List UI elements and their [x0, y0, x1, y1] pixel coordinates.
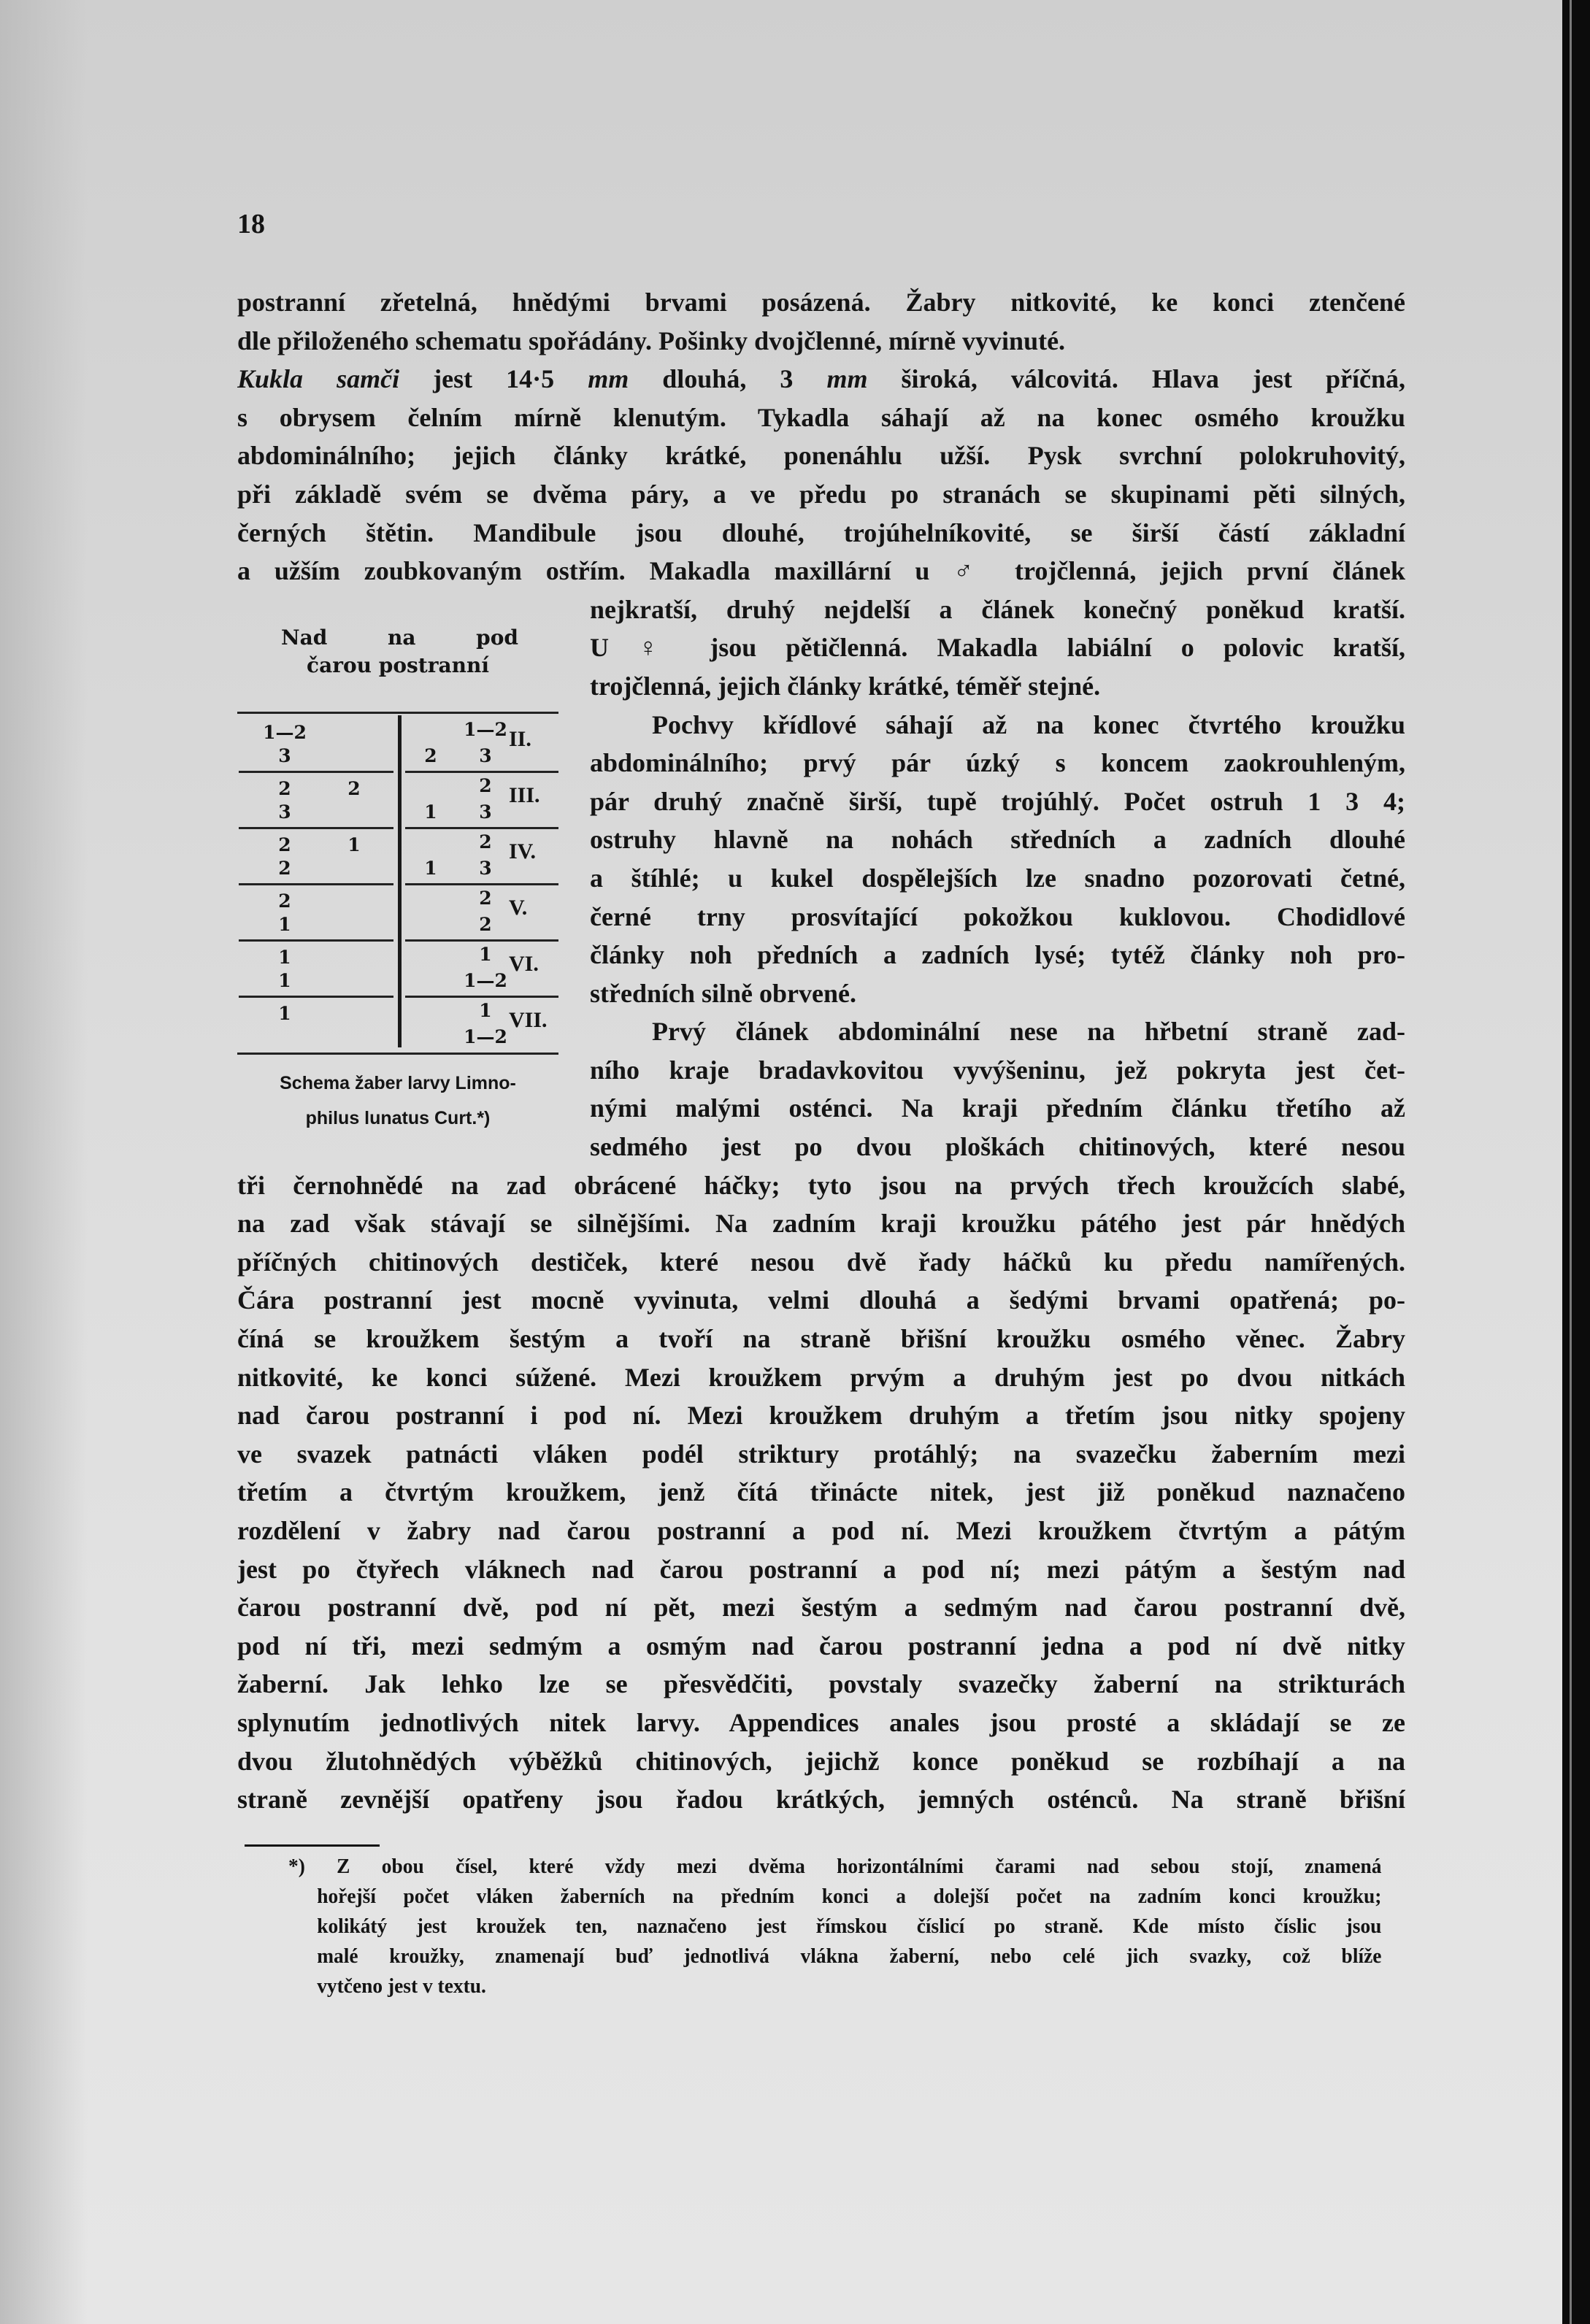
text-line: články noh předních a zadních lysé; tytéž články noh pro-: [590, 940, 1405, 970]
schema-caption: [237, 1066, 558, 1136]
schema-caption-line: philus lunatus Curt.*): [305, 1108, 491, 1128]
text-line: při základě svém se dvěma páry, a ve předu po stranách se skupinami pěti silných,: [237, 479, 1405, 509]
gill-schema-figure: [237, 624, 558, 1128]
schema-count-d-bottom: 2: [479, 914, 492, 935]
footnote-line: vytčeno jest v textu.: [317, 1975, 486, 1998]
text-line: postranní zřetelná, hnědými brvami posázená. Žabry nitkovité, ke konci ztenčené: [237, 288, 1405, 317]
text-line: třetím a čtvrtým kroužkem, jenž čítá třinácte nitek, jest již poněkud naznačeno: [237, 1477, 1405, 1507]
schema-caption-line: Schema žaber larvy Limno-: [280, 1073, 516, 1093]
text-line: sedmého jest po dvou ploškách chitinových, které nesou: [590, 1132, 1405, 1162]
scan-left-shadow: [0, 0, 88, 2324]
schema-count-d-top: 2: [479, 888, 492, 909]
text-line: nými malými osténci. Na kraji předním článku třetího až: [590, 1093, 1405, 1123]
schema-bottom-rule: [237, 1053, 558, 1055]
scan-edge-line: [1570, 0, 1572, 2324]
schema-count-c-bottom: 2: [424, 745, 437, 766]
schema-segment-numeral: IV.: [509, 839, 536, 863]
schema-count-a-bottom: 2: [278, 858, 291, 879]
schema-count-a-top: 1: [278, 1003, 291, 1024]
footnote-rule: [245, 1844, 380, 1847]
text-line: dle přiloženého schematu spořádány. Pošinky dvojčlenné, mírně vyvinuté.: [237, 326, 1066, 355]
schema-header-nad: Nad: [281, 626, 328, 650]
schema-count-d-top: 2: [479, 831, 492, 853]
footnote-line: hořejší počet vláken žaberních na předním konci a dolejší počet na zadním konci kroužku;: [317, 1885, 1382, 1908]
body-block-full-width-top: [237, 283, 1405, 590]
schema-count-a-top: 2: [278, 778, 291, 799]
schema-segment-numeral: VII.: [509, 1008, 548, 1032]
body-block-full-width-bottom: [237, 1166, 1405, 1819]
body-block-beside-schema: [590, 590, 1405, 1166]
text-segment: Kukla samči: [237, 364, 400, 394]
text-line: pod ní tři, mezi sedmým a osmým nad čarou postranní jedna a pod ní dvě nitky: [237, 1631, 1405, 1661]
schema-count-a-bottom: 1: [278, 970, 291, 991]
schema-count-d-top: 1: [479, 944, 492, 965]
text-line: nitkovité, ke konci súžené. Mezi kroužkem prvým a druhým jest po dvou nitkách: [237, 1362, 1405, 1392]
schema-count-d-bottom: 3: [479, 745, 492, 766]
text-line: Čára postranní jest mocně vyvinuta, velmi dlouhá a šedými brvami opatřená; po-: [237, 1285, 1405, 1315]
schema-count-c-bottom: 1: [424, 801, 437, 823]
schema-header-pod: pod: [476, 626, 518, 650]
text-line: splynutím jednotlivých nitek larvy. Appendices anales jsou prosté a skládají se ze: [237, 1707, 1405, 1737]
schema-count-b-top: 1: [347, 834, 361, 855]
schema-count-a-bottom: 3: [278, 745, 291, 766]
schema-count-d-top: 1: [479, 1000, 492, 1021]
text-line: pár druhý značně širší, tupě trojúhlý. Počet ostruh 1 3 4;: [590, 786, 1405, 816]
footnote-line: *) Z obou čísel, které vždy mezi dvěma horizontálními čarami nad sebou stojí, znamená: [288, 1855, 1382, 1878]
text-line: U ♀ jsou pětičlenná. Makadla labiální o polovic kratší,: [590, 633, 1405, 663]
text-line: ostruhy hlavně na nohách středních a zadních dlouhé: [590, 825, 1405, 855]
text-line: číná se kroužkem šestým a tvoří na straně břišní kroužku osmého věnec. Žabry: [237, 1324, 1405, 1354]
schema-count-d-bottom: 3: [479, 801, 492, 823]
schema-segment-numeral: V.: [509, 896, 528, 920]
scan-right-border: [1562, 0, 1590, 2324]
schema-count-d-bottom: 1—2: [464, 970, 507, 991]
schema-header: [237, 624, 558, 680]
text-segment: mm: [588, 364, 629, 394]
text-line: ve svazek patnácti vláken podél striktury protáhlý; na svazečku žaberním mezi: [237, 1439, 1405, 1469]
text-line: abdominálního; prvý pár úzký s koncem zaokrouhleným,: [590, 748, 1405, 778]
text-line: s obrysem čelním mírně klenutým. Tykadla sáhají až na konec osmého kroužku: [237, 402, 1405, 432]
schema-count-d-bottom: 1—2: [464, 1026, 507, 1047]
text-line: tři černohnědé na zad obrácené háčky; tyto jsou na prvých třech kroužcích slabé,: [237, 1170, 1405, 1200]
page-number: 18: [237, 209, 265, 239]
text-line: černých štětin. Mandibule jsou dlouhé, trojúhelníkovité, se širší částí základní: [237, 517, 1405, 547]
footnote: [288, 1852, 1381, 2001]
text-segment: mm: [826, 364, 868, 394]
text-line: příčných chitinových destiček, které nesou dvě řady háčků ku předu namířených.: [237, 1247, 1405, 1277]
text-segment: jest 14·5: [399, 364, 588, 394]
text-line: abdominálního; jejich články krátké, ponenáhlu užší. Pysk svrchní polokruhovitý,: [237, 441, 1405, 471]
schema-count-a-bottom: 3: [278, 801, 291, 823]
schema-count-d-top: 2: [479, 775, 492, 796]
schema-count-a-top: 1—2: [263, 722, 307, 743]
schema-header-na: na: [387, 626, 416, 650]
text-line: ního kraje bradavkovitou vyvýšeninu, jež pokryta jest čet-: [590, 1055, 1405, 1085]
schema-count-a-top: 2: [278, 834, 291, 855]
text-line: [237, 360, 1405, 399]
text-line: na zad však stávají se silnějšími. Na zadním kraji kroužku pátého jest pár hnědých: [237, 1209, 1405, 1239]
text-line: středních silně obrvené.: [590, 978, 856, 1008]
text-line: dvou žlutohnědých výběžků chitinových, jejichž konce poněkud se rozbíhají a na: [237, 1746, 1405, 1776]
schema-count-a-bottom: 1: [278, 914, 291, 935]
footnote-line: malé kroužky, znamenají buď jednotlivá vlákna žaberní, nebo celé jich svazky, což blíže: [317, 1945, 1382, 1968]
schema-segment-numeral: III.: [509, 783, 540, 807]
schema-count-d-bottom: 3: [479, 858, 492, 879]
schema-count-a-top: 2: [278, 890, 291, 912]
schema-count-c-bottom: 1: [424, 858, 437, 879]
text-line: čarou postranní dvě, pod ní pět, mezi šestým a sedmým nad čarou postranní dvě,: [237, 1593, 1405, 1623]
text-segment: dlouhá, 3: [629, 364, 827, 394]
text-line: černé trny prosvítající pokožkou kuklovou. Chodidlové: [590, 901, 1405, 931]
text-line: rozdělení v žabry nad čarou postranní a pod ní. Mezi kroužkem čtvrtým a pátým: [237, 1516, 1405, 1545]
schema-lateral-line: [398, 715, 402, 1047]
schema-header-line2: čarou postranní: [307, 653, 489, 677]
text-line: trojčlenná, jejich články krátké, téměř stejné.: [590, 671, 1101, 701]
text-line: jest po čtyřech vláknech nad čarou postranní a pod ní; mezi pátým a šestým nad: [237, 1554, 1405, 1584]
schema-segment-numeral: II.: [509, 727, 531, 751]
text-line: Prvý článek abdominální nese na hřbetní straně zad-: [652, 1017, 1405, 1047]
text-line: straně zevnější opatřeny jsou řadou krátkých, jemných osténců. Na straně břišní: [237, 1785, 1405, 1815]
text-segment: široká, válcovitá. Hlava jest příčná,: [867, 364, 1405, 394]
footnote-line: kolikátý jest kroužek ten, naznačeno jest římskou číslicí po straně. Kde místo číslic jsou: [317, 1915, 1382, 1938]
text-line: nejkratší, druhý nejdelší a článek konečný poněkud kratší.: [590, 594, 1405, 624]
schema-top-rule: [237, 712, 558, 714]
schema-count-b-top: 2: [347, 778, 361, 799]
text-line: a užším zoubkovaným ostřím. Makadla maxillární u ♂ trojčlenná, jejich první článek: [237, 556, 1405, 586]
text-line: Pochvy křídlové sáhají až na konec čtvrtého kroužku: [652, 709, 1405, 739]
schema-segment-numeral: VI.: [509, 952, 539, 976]
text-line: nad čarou postranní i pod ní. Mezi kroužkem druhým a třetím jsou nitky spojeny: [237, 1401, 1405, 1431]
text-line: žaberní. Jak lehko lze se přesvědčiti, povstaly svazečky žaberní na strikturách: [237, 1669, 1405, 1699]
schema-count-a-top: 1: [278, 947, 291, 968]
text-line: a štíhlé; u kukel dospělejších lze snadno pozorovati četné,: [590, 863, 1405, 893]
schema-count-d-top: 1—2: [464, 719, 507, 740]
